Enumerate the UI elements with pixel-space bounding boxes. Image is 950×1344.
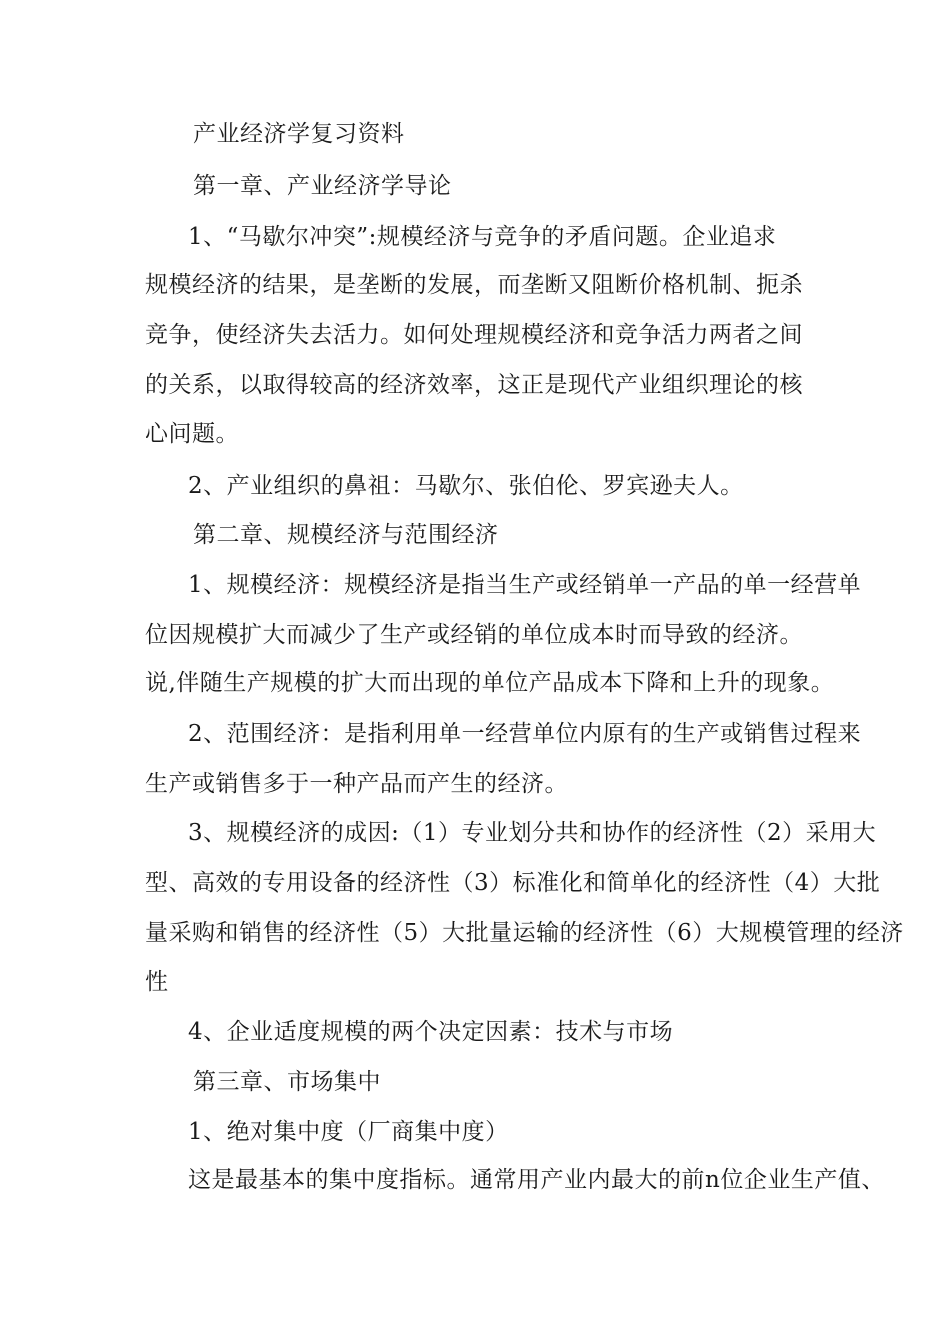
paragraph-line: 心问题。	[145, 421, 239, 447]
chapter-2-heading: 第二章、规模经济与范围经济	[193, 522, 499, 548]
paragraph-line: 规模经济的结果，是垄断的发展，而垄断又阻断价格机制、扼杀	[145, 272, 803, 298]
paragraph-line: 量采购和销售的经济性（5）大批量运输的经济性（6）大规模管理的经济	[145, 920, 904, 946]
paragraph-line: 生产或销售多于一种产品而产生的经济。	[145, 771, 568, 797]
paragraph-line: 2、范围经济：是指利用单一经营单位内原有的生产或销售过程来	[188, 721, 862, 747]
chapter-3-heading: 第三章、市场集中	[193, 1069, 381, 1095]
paragraph-line: 性	[145, 969, 169, 995]
paragraph-line: 这是最基本的集中度指标。通常用产业内最大的前n位企业生产值、	[188, 1167, 885, 1193]
paragraph-line: 2、产业组织的鼻祖：马歇尔、张伯伦、罗宾逊夫人。	[188, 473, 744, 499]
paragraph-line: 1、绝对集中度（厂商集中度）	[188, 1119, 509, 1145]
paragraph-line: 4、企业适度规模的两个决定因素：技术与市场	[188, 1019, 674, 1045]
paragraph-line: 1、规模经济：规模经济是指当生产或经销单一产品的单一经营单	[188, 572, 862, 598]
paragraph-line: 3、规模经济的成因:（1）专业划分共和协作的经济性（2）采用大	[188, 820, 877, 846]
paragraph-line: 的关系，以取得较高的经济效率，这正是现代产业组织理论的核	[145, 372, 803, 398]
paragraph-line: 说,伴随生产规模的扩大而出现的单位产品成本下降和上升的现象。	[145, 670, 835, 696]
paragraph-line: 位因规模扩大而减少了生产或经销的单位成本时而导致的经济。	[145, 622, 803, 648]
document-title: 产业经济学复习资料	[193, 121, 405, 147]
paragraph-line: 1、“马歇尔冲突”:规模经济与竞争的矛盾问题。企业追求	[188, 224, 777, 250]
paragraph-line: 型、高效的专用设备的经济性（3）标准化和简单化的经济性（4）大批	[145, 870, 881, 896]
chapter-1-heading: 第一章、产业经济学导论	[193, 173, 452, 199]
paragraph-line: 竞争，使经济失去活力。如何处理规模经济和竞争活力两者之间	[145, 322, 803, 348]
